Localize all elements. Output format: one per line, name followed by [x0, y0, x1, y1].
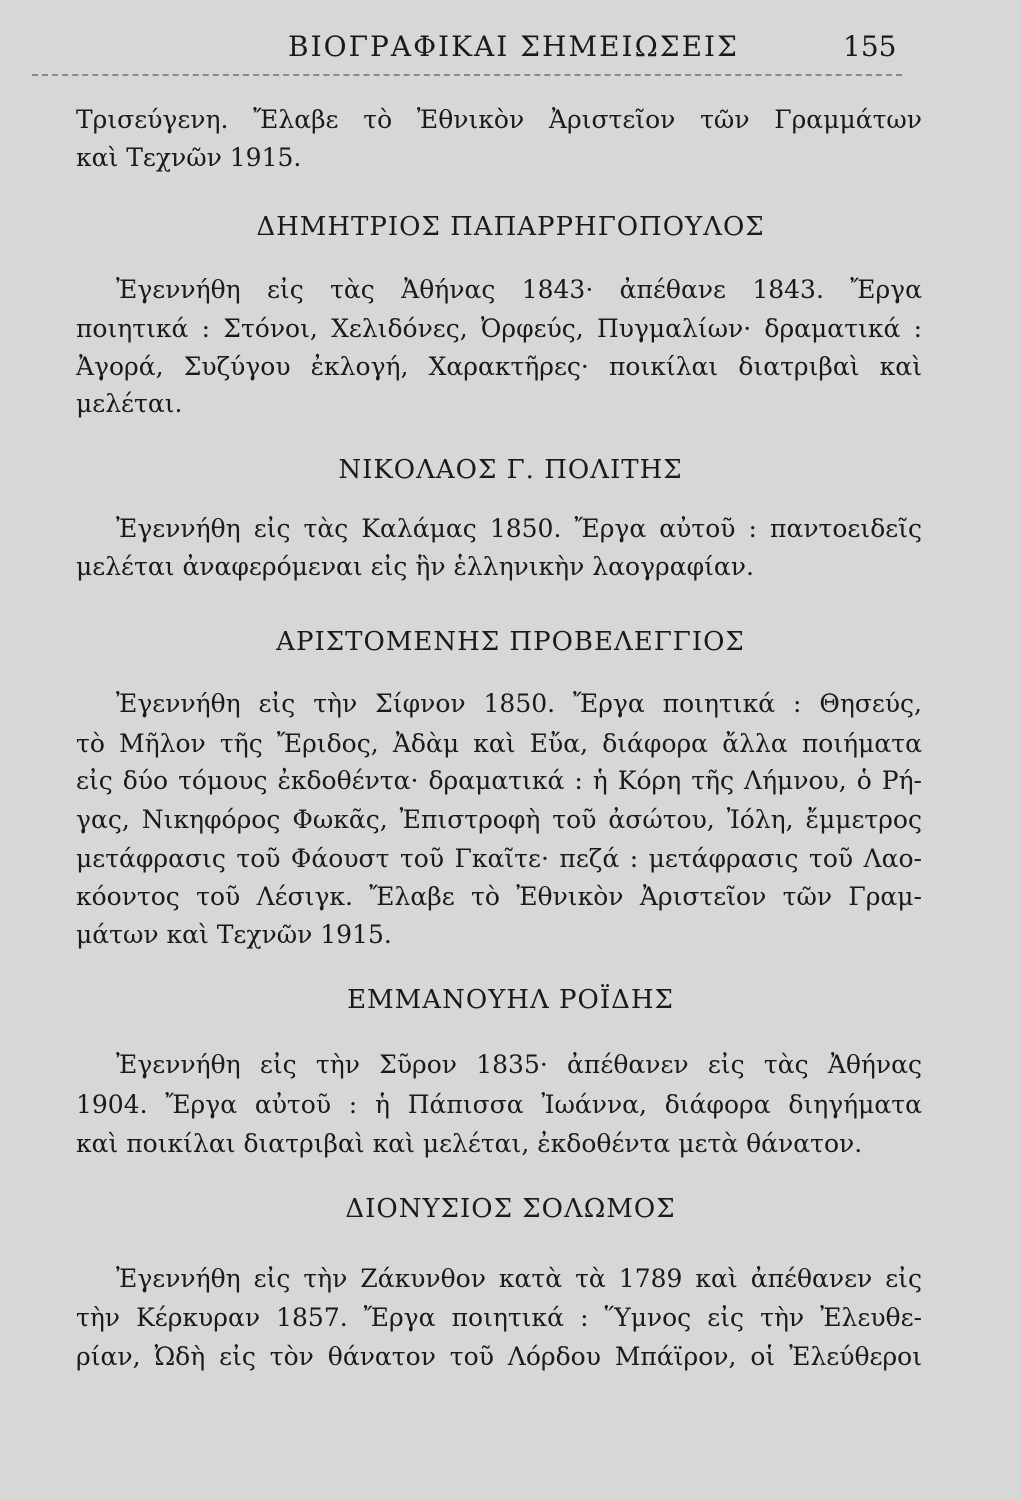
- body-line: Ἐγεννήθη εἰς τὴν Σίφνον 1850. Ἔργα ποιητικά : Θησεύς,: [116, 689, 922, 718]
- running-title: ΒΙΟΓΡΑΦΙΚΑΙ ΣΗΜΕΙΩΣΕΙΣ: [288, 30, 739, 63]
- page-number: 155: [843, 30, 897, 63]
- body-line: ρίαν, Ὠδὴ εἰς τὸν θάνατον τοῦ Λόρδου Μπάϊρον, οἱ Ἐλεύθεροι: [76, 1342, 922, 1371]
- body-line: Τρισεύγενη. Ἔλαβε τὸ Ἐθνικὸν Ἀριστεῖον τῶν Γραμμάτων: [76, 105, 922, 134]
- body-line: τὴν Κέρκυραν 1857. Ἔργα ποιητικά : Ὕμνος εἰς τὴν Ἐλευθε-: [76, 1303, 922, 1332]
- body-line: εἰς δύο τόμους ἐκδοθέντα· δραματικά : ἡ Κόρη τῆς Λήμνου, ὁ Ρή-: [76, 766, 922, 795]
- body-line: Ἀγορά, Συζύγου ἐκλογή, Χαρακτῆρες· ποικίλαι διατριβαὶ καὶ: [76, 352, 922, 381]
- body-line: μάτων καὶ Τεχνῶν 1915.: [76, 920, 392, 949]
- entry-heading: ΔΗΜΗΤΡΙΟΣ ΠΑΠΑΡΡΗΓΟΠΟΥΛΟΣ: [256, 212, 765, 242]
- body-line: μετάφρασις τοῦ Φάουστ τοῦ Γκαῖτε· πεζά : μετάφρασις τοῦ Λαο-: [76, 844, 922, 873]
- entry-heading: ΝΙΚΟΛΑΟΣ Γ. ΠΟΛΙΤΗΣ: [338, 455, 683, 485]
- entry-heading: ΔΙΟΝΥΣΙΟΣ ΣΟΛΩΜΟΣ: [345, 1194, 676, 1224]
- body-line: Ἐγεννήθη εἰς τὴν Ζάκυνθον κατὰ τὰ 1789 καὶ ἀπέθανεν εἰς: [116, 1264, 922, 1293]
- body-line: μελέται ἀναφερόμεναι εἰς ἣν ἑλληνικὴν λαογραφίαν.: [76, 552, 754, 581]
- body-line: κόοντος τοῦ Λέσιγκ. Ἔλαβε τὸ Ἐθνικὸν Ἀριστεῖον τῶν Γραμ-: [76, 882, 922, 911]
- body-line: τὸ Μῆλον τῆς Ἔριδος, Ἀδὰμ καὶ Εὔα, διάφορα ἄλλα ποιήματα: [76, 729, 922, 758]
- body-line: Ἐγεννήθη εἰς τὴν Σῦρον 1835· ἀπέθανεν εἰς τὰς Ἀθήνας: [116, 1050, 922, 1079]
- entry-heading: ΕΜΜΑΝΟΥΗΛ ΡΟΪΔΗΣ: [347, 985, 674, 1015]
- entry-heading: ΑΡΙΣΤΟΜΕΝΗΣ ΠΡΟΒΕΛΕΓΓΙΟΣ: [276, 627, 745, 657]
- body-line: Ἐγεννήθη εἰς τὰς Καλάμας 1850. Ἔργα αὐτοῦ : παντοειδεῖς: [116, 514, 922, 543]
- body-line: καὶ Τεχνῶν 1915.: [76, 143, 302, 172]
- body-line: γας, Νικηφόρος Φωκᾶς, Ἐπιστροφὴ τοῦ ἀσώτου, Ἰόλη, ἔμμετρος: [76, 805, 922, 834]
- page-header: [0, 30, 1021, 70]
- header-rule: [32, 74, 902, 76]
- body-line: καὶ ποικίλαι διατριβαὶ καὶ μελέται, ἐκδοθέντα μετὰ θάνατον.: [76, 1129, 863, 1158]
- body-line: ποιητικά : Στόνοι, Χελιδόνες, Ὀρφεύς, Πυγμαλίων· δραματικά :: [76, 314, 922, 343]
- body-line: μελέται.: [76, 389, 183, 418]
- body-line: 1904. Ἔργα αὐτοῦ : ἡ Πάπισσα Ἰωάννα, διάφορα διηγήματα: [76, 1090, 922, 1119]
- body-line: Ἐγεννήθη εἰς τὰς Ἀθήνας 1843· ἀπέθανε 1843. Ἔργα: [116, 275, 922, 304]
